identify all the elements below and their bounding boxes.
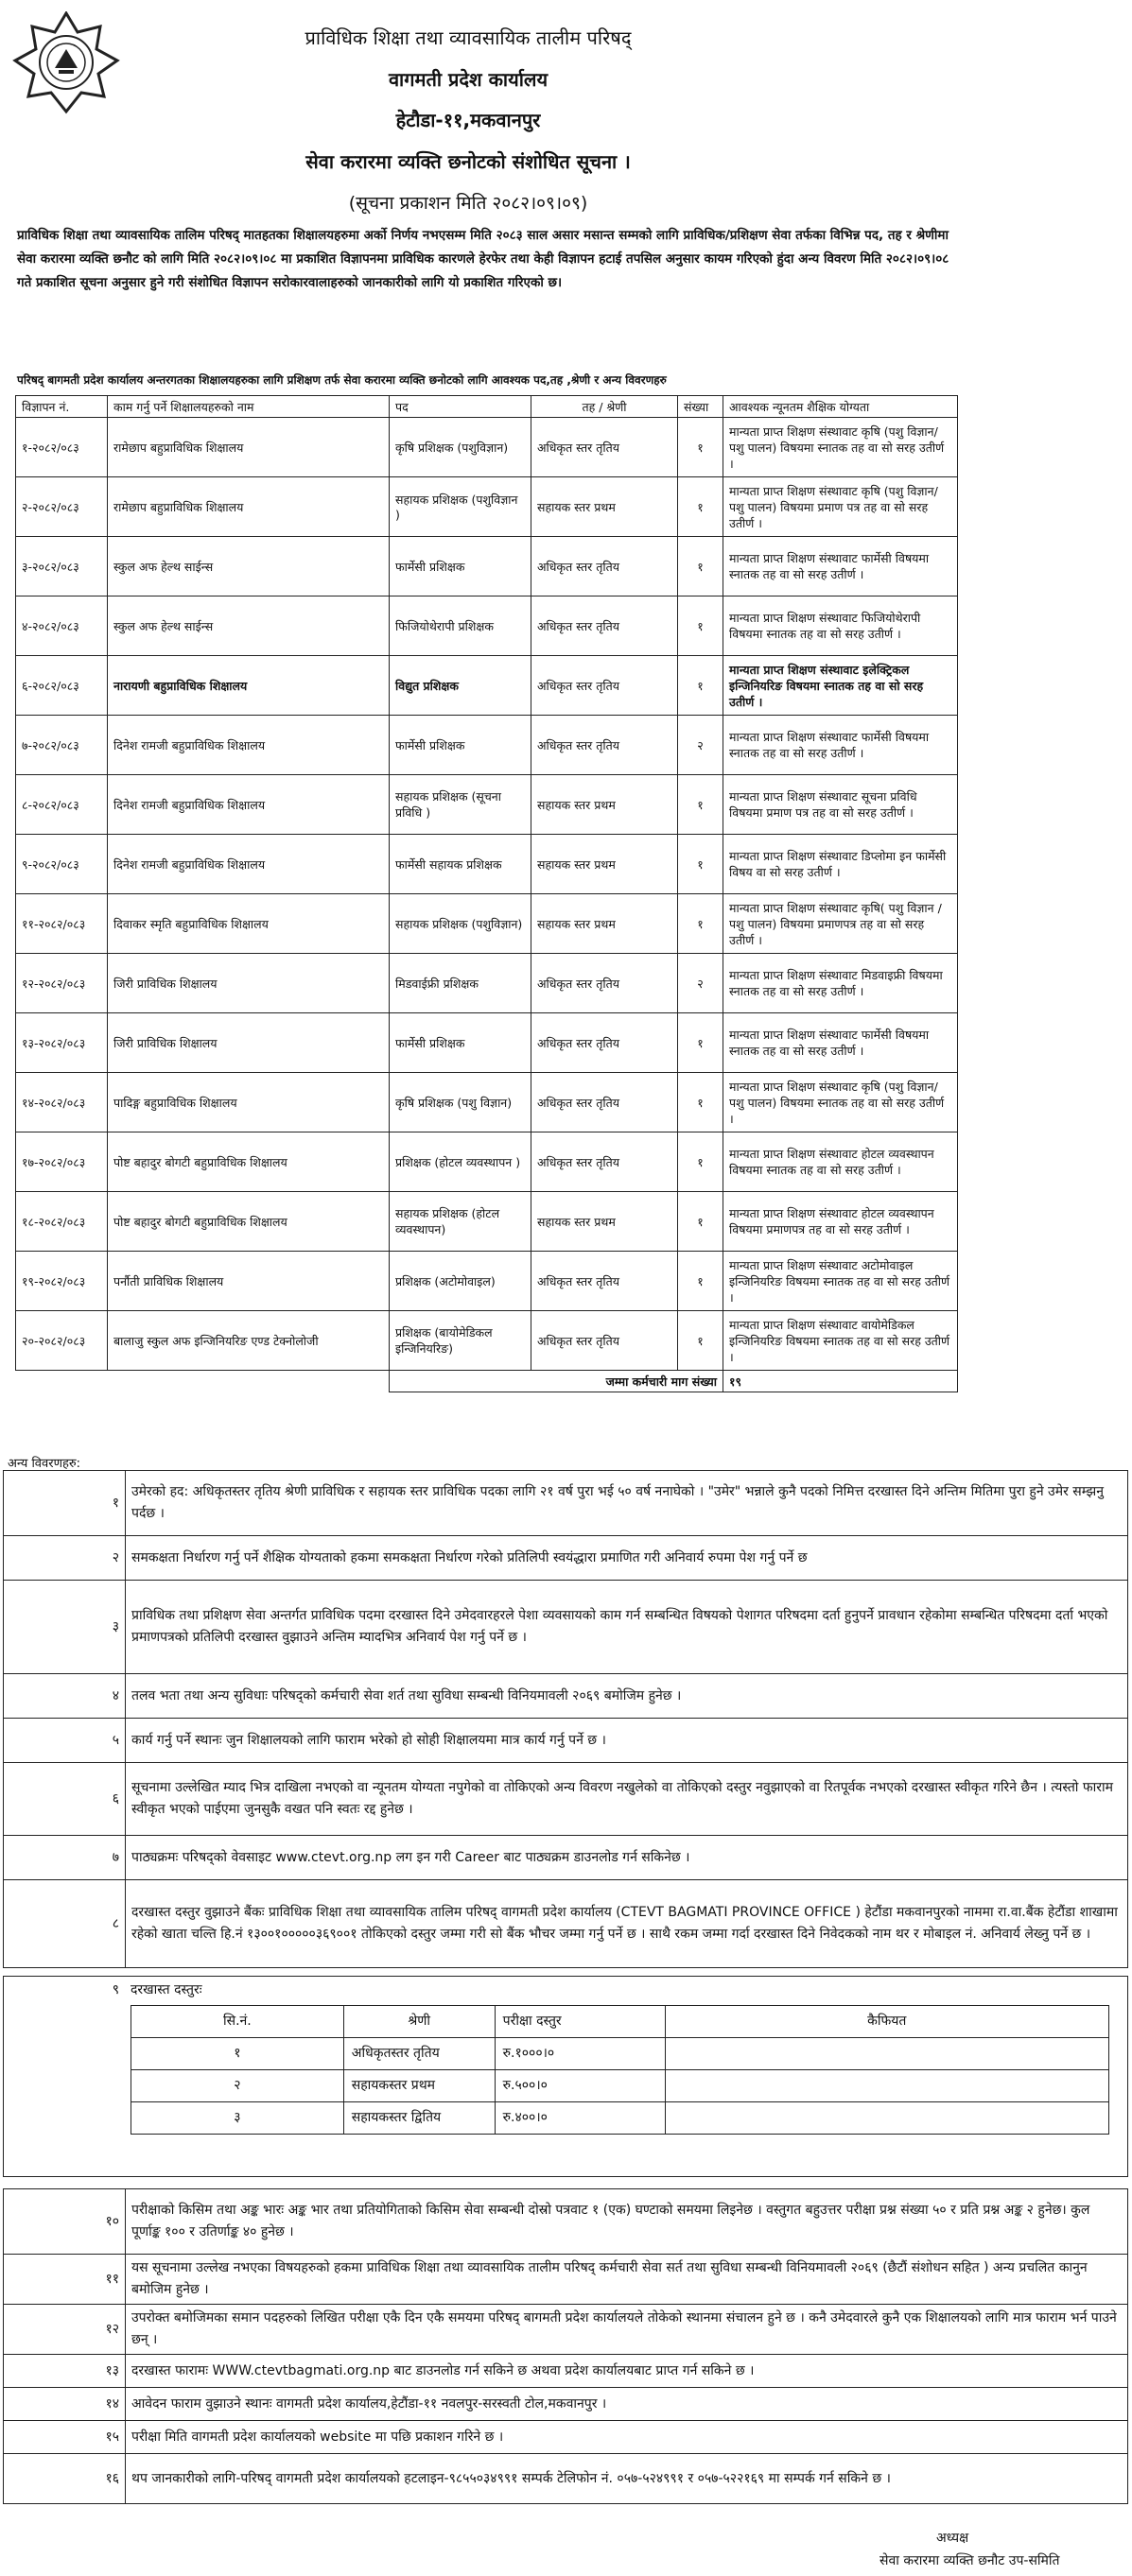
cell-count: १: [678, 537, 723, 596]
cell-level: सहायक स्तर प्रथम: [531, 775, 678, 835]
vacancy-table-wrapper: [15, 395, 957, 1392]
cell-level: अधिकृत स्तर तृतिय: [531, 954, 678, 1013]
total-value: १९: [723, 1371, 958, 1392]
cell-ad-no: १-२०८२/०८३: [16, 418, 108, 477]
detail-row: [4, 2305, 1128, 2355]
cell-school: पर्नौती प्राविधिक शिक्षालय: [108, 1252, 390, 1311]
cell-school: दिनेश रामजी बहुप्राविधिक शिक्षालय: [108, 716, 390, 775]
table-row: [16, 1192, 958, 1252]
detail-row: [4, 2421, 1128, 2454]
cell-school: दिनेश रामजी बहुप्राविधिक शिक्षालय: [108, 835, 390, 894]
detail-text: कार्य गर्नु पर्ने स्थानः जुन शिक्षालयको लागि फाराम भरेको हो सोही शिक्षालयमा मात्र कार्य गर्नु पर्ने छ ।: [126, 1719, 1128, 1763]
detail-row: [4, 1581, 1128, 1674]
cell-ad-no: ३-२०८२/०८३: [16, 537, 108, 596]
cell-post: विद्युत प्रशिक्षक: [390, 656, 531, 716]
cell-count: १: [678, 1311, 723, 1371]
cell-post: फार्मेसी प्रशिक्षक: [390, 1013, 531, 1073]
cell-count: १: [678, 1252, 723, 1311]
detail-row: [4, 2255, 1128, 2305]
cell-qualification: मान्यता प्राप्त शिक्षण संस्थावाट होटल व्यवस्थापन विषयमा प्रमाणपत्र तह वा सो सरह उतीर्ण ।: [723, 1192, 958, 1252]
cell-post: मिडवाईफ्री प्रशिक्षक: [390, 954, 531, 1013]
cell-ad-no: २-२०८२/०८३: [16, 477, 108, 537]
cell-post: फिजियोथेरापी प्रशिक्षक: [390, 596, 531, 656]
detail-row: [4, 2454, 1128, 2504]
cell-count: २: [678, 954, 723, 1013]
detail-number: १: [4, 1471, 126, 1536]
cell-count: १: [678, 894, 723, 954]
cell-post: फार्मेसी प्रशिक्षक: [390, 537, 531, 596]
col-count: संख्या: [678, 396, 723, 418]
detail-number: १३: [4, 2355, 126, 2388]
cell-count: १: [678, 1192, 723, 1252]
table-row: [16, 775, 958, 835]
detail-text: उपरोक्त बमोजिमका समान पदहरुको लिखित परीक्षा एकै दिन एकै समयमा परिषद् बागमती प्रदेश कार्यालयले तोकेको स्थानमा संचालन हुने छ । कनै उमेदवारले कुनै एक शिक्षालयको लागि मात्र फाराम भर्न पाउने छन् ।: [126, 2305, 1128, 2355]
signature-role: अध्यक्ष: [936, 2531, 969, 2546]
cell-ad-no: ४-२०८२/०८३: [16, 596, 108, 656]
cell-qualification: मान्यता प्राप्त शिक्षण संस्थावाट डिप्लोमा इन फार्मेसी विषय वा सो सरह उतीर्ण ।: [723, 835, 958, 894]
detail-row: [4, 1880, 1128, 1968]
vacancy-table: [15, 395, 958, 1392]
fee-row: [131, 2102, 1109, 2135]
table-header-row: [16, 396, 958, 418]
cell-school: दिवाकर स्मृति बहुप्राविधिक शिक्षालय: [108, 894, 390, 954]
office-address: हेटौडा-११,मकवानपुर: [395, 109, 541, 131]
detail-text: तलव भता तथा अन्य सुविधाः परिषद्को कर्मचारी सेवा शर्त तथा सुविधा सम्बन्धी विनियमावली २०६९ बमोजिम हुनेछ ।: [126, 1674, 1128, 1719]
cell-count: १: [678, 775, 723, 835]
cell-qualification: मान्यता प्राप्त शिक्षण संस्थावाट इलेक्ट्रिकल इन्जिनियरिङ विषयमा स्नातक तह वा सो सरह उतीर्ण ।: [723, 656, 958, 716]
detail-row: [4, 2388, 1128, 2421]
detail-text: उमेरको हद: अधिकृतस्तर तृतिय श्रेणी प्राविधिक र सहायक स्तर प्राविधिक पदका लागि २१ वर्ष पुरा भई ५० वर्ष ननाघेको । "उमेर" भन्नाले कुनै पदको निमित्त दरखास्त दिने अन्तिम मितिमा पुरा हुने उमेर सम्झनु पर्दछ ।: [126, 1471, 1128, 1536]
cell-qualification: मान्यता प्राप्त शिक्षण संस्थावाट कृषि( पशु विज्ञान / पशु पालन) विषयमा प्रमाणपत्र तह वा सो सरह उतीर्ण ।: [723, 894, 958, 954]
cell-level: सहायक स्तर प्रथम: [531, 1192, 678, 1252]
cell-qualification: मान्यता प्राप्त शिक्षण संस्थावाट कृषि (पशु विज्ञान/ पशु पालन) विषयमा प्रमाण पत्र तह वा सो सरह उतीर्ण ।: [723, 477, 958, 537]
cell-ad-no: १२-२०८२/०८३: [16, 954, 108, 1013]
detail-row: [4, 1836, 1128, 1880]
cell-post: सहायक प्रशिक्षक (होटल व्यवस्थापन): [390, 1192, 531, 1252]
col-post: पद: [390, 396, 531, 418]
cell-level: अधिकृत स्तर तृतिय: [531, 656, 678, 716]
cell-level: सहायक स्तर प्रथम: [531, 477, 678, 537]
detail-number: ४: [4, 1674, 126, 1719]
table-row: [16, 1073, 958, 1132]
detail-row: [4, 2189, 1128, 2255]
col-qualification: आवश्यक न्यूनतम शैक्षिक योग्यता: [723, 396, 958, 418]
detail-row: [4, 2355, 1128, 2388]
detail-row: [4, 1471, 1128, 1536]
total-label: जम्मा कर्मचारी माग संख्या: [390, 1371, 723, 1392]
detail-number: ९: [4, 1977, 126, 2177]
fee-cell-remark: [665, 2102, 1109, 2135]
fee-cell-fee: रु.४००।०: [495, 2102, 665, 2135]
table-row: [16, 835, 958, 894]
cell-qualification: मान्यता प्राप्त शिक्षण संस्थावाट सूचना प्रविधि विषयमा प्रमाण पत्र तह वा सो सरह उतीर्ण ।: [723, 775, 958, 835]
cell-level: अधिकृत स्तर तृतिय: [531, 1311, 678, 1371]
fee-col-fee: परीक्षा दस्तुर: [495, 2006, 665, 2038]
cell-count: १: [678, 656, 723, 716]
details-table: [3, 1470, 1128, 1968]
cell-post: प्रशिक्षक (अटोमोवाइल): [390, 1252, 531, 1311]
cell-qualification: मान्यता प्राप्त शिक्षण संस्थावाट कृषि (पशु विज्ञान/ पशु पालन) विषयमा स्नातक तह वा सो सरह उतीर्ण ।: [723, 1073, 958, 1132]
cell-level: अधिकृत स्तर तृतिय: [531, 1073, 678, 1132]
cell-ad-no: १८-२०८२/०८३: [16, 1192, 108, 1252]
cell-post: प्रशिक्षक (बायोमेडिकल इन्जिनियरिङ): [390, 1311, 531, 1371]
org-name: प्राविधिक शिक्षा तथा व्यावसायिक तालीम परिषद्: [305, 26, 632, 49]
fee-cell-fee: रु.१०००।०: [495, 2038, 665, 2070]
cell-level: अधिकृत स्तर तृतिय: [531, 418, 678, 477]
cell-qualification: मान्यता प्राप्त शिक्षण संस्थावाट फिजियोथेरापी विषयमा स्नातक तह वा सो सरह उतीर्ण ।: [723, 596, 958, 656]
fee-cell-sn: २: [131, 2070, 344, 2102]
detail-row: [4, 1719, 1128, 1763]
table-row: [16, 656, 958, 716]
cell-ad-no: ११-२०८२/०८३: [16, 894, 108, 954]
cell-ad-no: ८-२०८२/०८३: [16, 775, 108, 835]
cell-qualification: मान्यता प्राप्त शिक्षण संस्थावाट फार्मेसी विषयमा स्नातक तह वा सो सरह उतीर्ण ।: [723, 537, 958, 596]
cell-ad-no: ९-२०८२/०८३: [16, 835, 108, 894]
cell-school: पादिङ्ग बहुप्राविधिक शिक्षालय: [108, 1073, 390, 1132]
cell-level: अधिकृत स्तर तृतिय: [531, 1252, 678, 1311]
table-row: [16, 537, 958, 596]
cell-school: दिनेश रामजी बहुप्राविधिक शिक्षालय: [108, 775, 390, 835]
cell-post: फार्मेसी सहायक प्रशिक्षक: [390, 835, 531, 894]
cell-level: अधिकृत स्तर तृतिय: [531, 537, 678, 596]
detail-number: ५: [4, 1719, 126, 1763]
detail-text: दरखास्त दस्तुर वुझाउने बैंकः प्राविधिक शिक्षा तथा व्यावसायिक तालिम परिषद् वागमती प्रदेश कार्यालय (CTEVT BAGMATI PROVINCE OFFICE ) हेटौंडा मकवानपुरको नाममा रा.वा.बैंक हेटौंडा शाखामा रहेको खाता चल्ति हि.नं १३००१०००००३६९००१ तोकिएको दस्तुर जम्मा गरी सो बैंक भौचर जम्मा गर्नु पर्ने छ । साथै रकम जम्मा गर्दा दरखास्त दिने निवेदकको नाम थर र मोबाइल नं. अनिवार्य लेख्नु पर्ने छ ।: [126, 1880, 1128, 1968]
fee-row: [131, 2038, 1109, 2070]
cell-ad-no: १७-२०८२/०८३: [16, 1132, 108, 1192]
detail-row: [4, 1536, 1128, 1581]
cell-school: रामेछाप बहुप्राविधिक शिक्षालय: [108, 477, 390, 537]
fee-col-sn: सि.नं.: [131, 2006, 344, 2038]
detail-text: समकक्षता निर्धारण गर्नु पर्ने शैक्षिक योग्यताको हकमा समकक्षता निर्धारण गरेको प्रतिलिपी स्वयंद्धारा प्रमाणित गरी अनिवार्य रुपमा पेश गर्नु पर्ने छ: [126, 1536, 1128, 1581]
cell-school: नारायणी बहुप्राविधिक शिक्षालय: [108, 656, 390, 716]
cell-qualification: मान्यता प्राप्त शिक्षण संस्थावाट फार्मेसी विषयमा स्नातक तह वा सो सरह उतीर्ण ।: [723, 716, 958, 775]
cell-post: कृषि प्रशिक्षक (पशुविज्ञान): [390, 418, 531, 477]
cell-school: बालाजु स्कुल अफ इन्जिनियरिङ एण्ड टेक्नोलोजी: [108, 1311, 390, 1371]
table-row: [16, 716, 958, 775]
publish-date: (सूचना प्रकाशन मिति २०८२।०९।०९): [348, 193, 588, 214]
table-row: [16, 1132, 958, 1192]
cell-count: १: [678, 1132, 723, 1192]
cell-school: स्कुल अफ हेल्थ साईन्स: [108, 537, 390, 596]
fee-cell-level: सहायकस्तर द्वितिय: [343, 2102, 495, 2135]
total-row: [16, 1371, 958, 1392]
detail-text: परीक्षाको किसिम तथा अङ्क भारः अङ्क भार तथा प्रतियोगिताको किसिम सेवा सम्बन्धी दोस्रो पत्रवाट १ (एक) घण्टाको समयमा लिइनेछ । वस्तुगत बहुउत्तर परीक्षा प्रश्न संख्या ५० र प्रति प्रश्न अङ्क २ हुनेछ। कुल पूर्णाङ्क १०० र उतिर्णाङ्क ४० हुनेछ ।: [126, 2189, 1128, 2255]
table-row: [16, 1311, 958, 1371]
detail-number: ८: [4, 1880, 126, 1968]
detail-text: दरखास्त फारामः WWW.ctevtbagmati.org.np बाट डाउनलोड गर्न सकिने छ अथवा प्रदेश कार्यालयबाट प्राप्त गर्न सकिने छ ।: [126, 2355, 1128, 2388]
cell-count: २: [678, 716, 723, 775]
table-row: [16, 1252, 958, 1311]
col-level: तह / श्रेणी: [531, 396, 678, 418]
cell-qualification: मान्यता प्राप्त शिक्षण संस्थावाट होटल व्यवस्थापन विषयमा स्नातक तह वा सो सरह उतीर्ण ।: [723, 1132, 958, 1192]
cell-ad-no: ६-२०८२/०८३: [16, 656, 108, 716]
cell-qualification: मान्यता प्राप्त शिक्षण संस्थावाट कृषि (पशु विज्ञान/ पशु पालन) विषयमा स्नातक तह वा सो सरह उतीर्ण ।: [723, 418, 958, 477]
detail-row: [4, 1763, 1128, 1836]
cell-post: सहायक प्रशिक्षक (सूचना प्रविधि ): [390, 775, 531, 835]
detail-number: १०: [4, 2189, 126, 2255]
cell-post: कृषि प्रशिक्षक (पशु विज्ञान): [390, 1073, 531, 1132]
detail-number: १५: [4, 2421, 126, 2454]
cell-count: १: [678, 1013, 723, 1073]
detail-text: आवेदन फाराम वुझाउने स्थानः वागमती प्रदेश कार्यालय,हेटौंडा-११ नवलपुर-सरस्वती टोल,मकवानपुर ।: [126, 2388, 1128, 2421]
fee-cell-fee: रु.५००।०: [495, 2070, 665, 2102]
fee-title: दरखास्त दस्तुरः: [131, 1982, 202, 1997]
fee-cell-remark: [665, 2038, 1109, 2070]
table-row: [16, 477, 958, 537]
cell-school: पोष्ट बहादुर बोगटी बहुप्राविधिक शिक्षालय: [108, 1192, 390, 1252]
detail-text: यस सूचनामा उल्लेख नभएका विषयहरुको हकमा प्राविधिक शिक्षा तथा व्यावसायिक तालीम परिषद् कर्मचारी सेवा सर्त तथा सुविधा सम्बन्धी विनियमावली २०६९ (छैटौं संशोधन सहित ) अन्य प्रचलित कानुन बमोजिम हुनेछ ।: [126, 2255, 1128, 2305]
fee-cell-level: अधिकृतस्तर तृतिय: [343, 2038, 495, 2070]
fee-cell-level: सहायकस्तर प्रथम: [343, 2070, 495, 2102]
cell-count: १: [678, 596, 723, 656]
cell-post: प्रशिक्षक (होटल व्यवस्थापन ): [390, 1132, 531, 1192]
cell-level: सहायक स्तर प्रथम: [531, 894, 678, 954]
fee-header-row: [131, 2006, 1109, 2038]
cell-qualification: मान्यता प्राप्त शिक्षण संस्थावाट अटोमोवाइल इन्जिनियरिङ विषयमा स्नातक तह वा सो सरह उतीर्ण ।: [723, 1252, 958, 1311]
table-row: [16, 954, 958, 1013]
detail-text: थप जानकारीको लागि-परिषद् वागमती प्रदेश कार्यालयको हटलाइन-९८५५०३४९९१ सम्पर्क टेलिफोन नं. ०५७-५२४९९१ र ०५७-५२२१६९ मा सम्पर्क गर्न सकिने छ ।: [126, 2454, 1128, 2504]
cell-school: जिरी प्राविधिक शिक्षालय: [108, 954, 390, 1013]
cell-school: पोष्ट बहादुर बोगटी बहुप्राविधिक शिक्षालय: [108, 1132, 390, 1192]
detail-number: ६: [4, 1763, 126, 1836]
detail-number: ११: [4, 2255, 126, 2305]
col-ad-no: विज्ञापन नं.: [16, 396, 108, 418]
fee-row: [131, 2070, 1109, 2102]
cell-school: जिरी प्राविधिक शिक्षालय: [108, 1013, 390, 1073]
cell-level: अधिकृत स्तर तृतिय: [531, 596, 678, 656]
detail-number: २: [4, 1536, 126, 1581]
cell-ad-no: २०-२०८२/०८३: [16, 1311, 108, 1371]
fee-table: [131, 2005, 1109, 2135]
cell-school: स्कुल अफ हेल्थ साईन्स: [108, 596, 390, 656]
cell-count: १: [678, 418, 723, 477]
detail-number: ७: [4, 1836, 126, 1880]
fee-section: [3, 1976, 1128, 2177]
cell-level: अधिकृत स्तर तृतिय: [531, 1013, 678, 1073]
detail-row: [4, 1674, 1128, 1719]
fee-col-level: श्रेणी: [343, 2006, 495, 2038]
cell-count: १: [678, 477, 723, 537]
detail-number: १६: [4, 2454, 126, 2504]
table-row: [16, 418, 958, 477]
cell-qualification: मान्यता प्राप्त शिक्षण संस्थावाट फार्मेसी विषयमा स्नातक तह वा सो सरह उतीर्ण ।: [723, 1013, 958, 1073]
cell-qualification: मान्यता प्राप्त शिक्षण संस्थावाट मिडवाइफ्री विषयमा स्नातक तह वा सो सरह उतीर्ण ।: [723, 954, 958, 1013]
office-name: वागमती प्रदेश कार्यालय: [388, 68, 549, 91]
cell-ad-no: १९-२०८२/०८३: [16, 1252, 108, 1311]
fee-col-remark: कैफियत: [665, 2006, 1109, 2038]
cell-level: सहायक स्तर प्रथम: [531, 835, 678, 894]
detail-number: १२: [4, 2305, 126, 2355]
detail-number: १४: [4, 2388, 126, 2421]
table-subheading: परिषद् बागमती प्रदेश कार्यालय अन्तरगतका शिक्षालयहरुका लागि प्रशिक्षण तर्फ सेवा करारमा व्यक्ति छनोटको लागि आवश्यक पद,तह ,श्रेणी र अन्य विवरणहरु: [17, 373, 667, 387]
fee-cell-sn: ३: [131, 2102, 344, 2135]
notice-title: सेवा करारमा व्यक्ति छनोटको संशोधित सूचना ।: [305, 150, 631, 173]
detail-text: परीक्षा मिति वागमती प्रदेश कार्यालयको website मा पछि प्रकाशन गरिने छ ।: [126, 2421, 1128, 2454]
cell-level: अधिकृत स्तर तृतिय: [531, 716, 678, 775]
cell-ad-no: १४-२०८२/०८३: [16, 1073, 108, 1132]
cell-ad-no: ७-२०८२/०८३: [16, 716, 108, 775]
cell-post: सहायक प्रशिक्षक (पशुविज्ञान): [390, 894, 531, 954]
cell-post: फार्मेसी प्रशिक्षक: [390, 716, 531, 775]
fee-cell-remark: [665, 2070, 1109, 2102]
cell-ad-no: १३-२०८२/०८३: [16, 1013, 108, 1073]
table-row: [16, 894, 958, 954]
cell-qualification: मान्यता प्राप्त शिक्षण संस्थावाट वायोमेडिकल इन्जिनियरिङ विषयमा स्नातक तह वा सो सरह उतीर्ण ।: [723, 1311, 958, 1371]
cell-school: रामेछाप बहुप्राविधिक शिक्षालय: [108, 418, 390, 477]
detail-text: सूचनामा उल्लेखित म्याद भित्र दाखिला नभएको वा न्यूनतम योग्यता नपुगेको वा तोकिएको अन्य विवरण नखुलेको वा तोकिएको दस्तुर नवुझाएको वा रितपूर्वक नभएको दरखास्त स्वीकृत गरिने छैन । त्यस्तो फाराम स्वीकृत भएको पाईएमा जुनसुकै वखत पनि स्वतः रद्द हुनेछ ।: [126, 1763, 1128, 1836]
detail-text: प्राविधिक तथा प्रशिक्षण सेवा अन्तर्गत प्राविधिक पदमा दरखास्त दिने उमेदवारहरले पेशा व्यवसायको काम गर्न सम्बन्धित विषयको पेशागत परिषदमा दर्ता हुनुपर्ने प्रावधान रहेकोमा सम्बन्धित परिषदमा दर्ता भएको प्रमाणपत्रको प्रतिलिपी दरखास्त वुझाउने अन्तिम म्यादभित्र अनिवार्य पेश गर्नु पर्ने छ ।: [126, 1581, 1128, 1674]
cell-post: सहायक प्रशिक्षक (पशुविज्ञान ): [390, 477, 531, 537]
fee-cell-sn: १: [131, 2038, 344, 2070]
table-row: [16, 1013, 958, 1073]
cell-level: अधिकृत स्तर तृतिय: [531, 1132, 678, 1192]
ctevt-logo-icon: [9, 11, 123, 115]
detail-text: पाठ्यक्रमः परिषद्को वेवसाइट www.ctevt.org.np लग इन गरी Career बाट पाठ्यक्रम डाउनलोड गर्न सकिनेछ ।: [126, 1836, 1128, 1880]
intro-paragraph: प्राविधिक शिक्षा तथा व्यावसायिक तालिम परिषद् मातहतका शिक्षालयहरुमा अर्को निर्णय नभएसम्म मिति २०८३ साल असार मसान्त सम्मको लागि प्राविधिक/प्रशिक्षण सेवा तर्फका विभिन्न पद, तह र श्रेणीमा सेवा करारमा व्यक्ति छनौट को लागि मिति २०८२।०९।०८ मा प्रकाशित विज्ञापनमा प्राविधिक कारणले हेरफेर तथा केही विज्ञापन हटाई तपसिल अनुसार कायम गरिएको हुंदा अन्य विवरण मिति २०८२।०९।०८ गते प्रकाशित सूचना अनुसार हुने गरी संशोधित विज्ञापन सरोकारवालाहरुको जानकारीको लागि यो प्रकाशित गरिएको छ।: [17, 228, 949, 290]
cell-count: १: [678, 835, 723, 894]
table-row: [16, 596, 958, 656]
cell-count: १: [678, 1073, 723, 1132]
signature-committee: सेवा करारमा व्यक्ति छनौट उप-समिति: [879, 2553, 1060, 2568]
other-details-label: अन्य विवरणहरु:: [8, 1457, 81, 1471]
detail-number: ३: [4, 1581, 126, 1674]
details-table-2: [3, 2188, 1128, 2504]
col-school: काम गर्नु पर्ने शिक्षालयहरुको नाम: [108, 396, 390, 418]
